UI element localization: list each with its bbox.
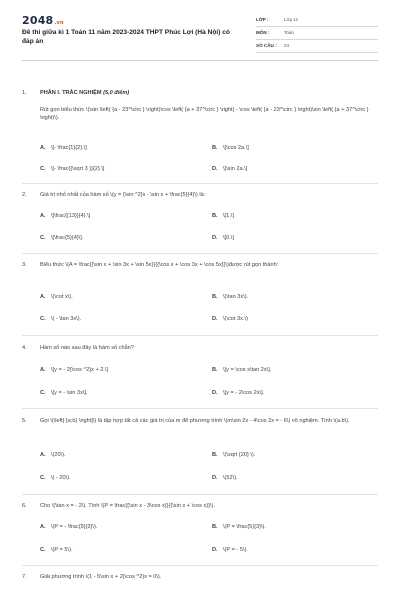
question-text: Gọi \(\left[ {a;b} \right]\) là tập hợp tất cả các giá trị của m để phương trình \(m\sin 2x - 4\cos 2x = - 6\) vô nghiệm. Tính \(a.b\). bbox=[40, 418, 350, 424]
option-letter: C. bbox=[40, 475, 46, 481]
question-number: 3. bbox=[22, 262, 27, 268]
option-text: \(\cot x\). bbox=[51, 294, 73, 300]
question-6 bbox=[22, 503, 378, 515]
info-row-count bbox=[256, 40, 378, 53]
option-letter: D. bbox=[212, 235, 218, 241]
question-1-option-b[interactable] bbox=[212, 145, 249, 153]
exam-info-table bbox=[256, 14, 378, 53]
question-number: 7. bbox=[22, 574, 27, 580]
question-number: 5. bbox=[22, 418, 27, 424]
question-7 bbox=[22, 574, 378, 586]
section-number: 1. bbox=[22, 90, 27, 96]
option-text: \(20\). bbox=[51, 452, 66, 458]
option-text: \[1.\] bbox=[223, 213, 234, 219]
logo-suffix: .vn bbox=[54, 20, 64, 26]
exam-title: Đề thi giữa kì 1 Toán 11 năm 2023-2024 THPT Phúc Lợi (Hà Nội) có đáp án bbox=[22, 29, 230, 45]
option-text: \( - \tan 3x\). bbox=[51, 316, 82, 322]
option-letter: B. bbox=[212, 452, 218, 458]
info-row-subject bbox=[256, 27, 378, 40]
question-6-option-a[interactable] bbox=[40, 524, 97, 532]
site-logo[interactable] bbox=[22, 14, 64, 29]
option-letter: A. bbox=[40, 213, 46, 219]
option-letter: B. bbox=[212, 213, 218, 219]
option-letter: B. bbox=[212, 294, 218, 300]
question-text: Giá trị nhỏ nhất của hàm số \(y = {\sin ^2}x - \sin x + \frac{5}{4}\) là: bbox=[40, 192, 206, 198]
option-text: \[\frac{5}{4}\]. bbox=[51, 235, 84, 241]
option-text: \(P = 5\). bbox=[51, 547, 73, 553]
question-3 bbox=[22, 262, 378, 284]
option-letter: A. bbox=[40, 294, 46, 300]
option-text: \[\frac{{13}}{4}.\] bbox=[51, 213, 91, 219]
option-letter: C. bbox=[40, 316, 46, 322]
option-letter: B. bbox=[212, 367, 218, 373]
question-text: Cho \(\tan x = - 2\). Tính \(P = \frac{{\sin x - 3\cos x}}{{\sin x + \cos x}}\). bbox=[40, 503, 215, 509]
option-text: \(P = - \frac{5}{3}\). bbox=[51, 524, 98, 530]
question-3-option-c[interactable] bbox=[40, 316, 81, 324]
option-letter: B. bbox=[212, 524, 218, 530]
question-2-option-a[interactable] bbox=[40, 213, 90, 221]
option-text: \[y = - 2{\cos ^2}x + 2.\] bbox=[51, 367, 109, 373]
question-text: Biểu thức \(A = \frac{{\sin x + \sin 3x + \sin 5x}}{{\cos x + \cos 3x + \cos 5x}}\)được rút gọn thành: bbox=[40, 262, 279, 268]
question-separator bbox=[22, 335, 378, 336]
option-letter: D. bbox=[212, 390, 218, 396]
option-letter: A. bbox=[40, 452, 46, 458]
option-text: \[y = - 2\cos 2x\]. bbox=[223, 390, 265, 396]
option-text: \[y = - \sin 3x\]. bbox=[51, 390, 88, 396]
info-label: MÔN : bbox=[256, 29, 270, 35]
option-text: \(\tan 3x\). bbox=[223, 294, 249, 300]
question-4-option-b[interactable] bbox=[212, 367, 271, 375]
question-4 bbox=[22, 345, 378, 357]
question-5-option-c[interactable] bbox=[40, 475, 71, 483]
option-text: \(52\). bbox=[223, 475, 238, 481]
option-text: \[0.\] bbox=[223, 235, 234, 241]
option-letter: D. bbox=[212, 166, 218, 172]
option-text: \[- \frac{1}{2}.\] bbox=[51, 145, 87, 151]
question-text: Rút gọn biểu thức \(\sin \left( {a - 23^\circ } \right)\cos \left( {a + 37^\circ } \right) - \cos \left( {a - 23^\circ } \right)\sin \left( {a + 37^\circ } \right)\). bbox=[40, 107, 369, 121]
option-letter: C. bbox=[40, 547, 46, 553]
question-3-option-b[interactable] bbox=[212, 294, 248, 302]
option-letter: A. bbox=[40, 367, 46, 373]
option-text: \( - 20\). bbox=[51, 475, 71, 481]
info-row-class bbox=[256, 14, 378, 27]
option-letter: B. bbox=[212, 145, 218, 151]
info-label: LỚP : bbox=[256, 16, 269, 22]
option-text: \(\cot 3x.\) bbox=[223, 316, 248, 322]
question-separator bbox=[22, 408, 378, 409]
question-number: 6. bbox=[22, 503, 27, 509]
option-letter: C. bbox=[40, 390, 46, 396]
question-separator bbox=[22, 183, 378, 184]
option-text: \[- \frac{{\sqrt 3 }}{2}.\] bbox=[51, 166, 105, 172]
question-5-option-d[interactable] bbox=[212, 475, 238, 483]
question-number: 2. bbox=[22, 192, 27, 198]
question-6-option-b[interactable] bbox=[212, 524, 266, 532]
info-label: SỐ CÂU : bbox=[256, 42, 277, 48]
question-1-option-a[interactable] bbox=[40, 145, 87, 153]
section-points: (5,0 điểm) bbox=[103, 90, 130, 96]
question-5 bbox=[22, 418, 378, 440]
option-letter: D. bbox=[212, 547, 218, 553]
question-5-option-b[interactable] bbox=[212, 452, 255, 460]
question-4-option-a[interactable] bbox=[40, 367, 108, 375]
section-title: PHẦN I. TRẮC NGHIỆM bbox=[40, 90, 102, 96]
question-4-option-c[interactable] bbox=[40, 390, 88, 398]
option-text: \[y = \cos x\tan 2x\]. bbox=[223, 367, 272, 373]
exam-header bbox=[0, 0, 400, 58]
option-text: \[\sin 2a.\] bbox=[223, 166, 248, 172]
option-letter: A. bbox=[40, 145, 46, 151]
question-6-option-c[interactable] bbox=[40, 547, 73, 555]
question-2-option-b[interactable] bbox=[212, 213, 234, 221]
question-3-option-a[interactable] bbox=[40, 294, 73, 302]
question-number: 4. bbox=[22, 345, 27, 351]
logo-main: 2048 bbox=[22, 14, 54, 27]
header-divider bbox=[22, 60, 378, 61]
info-value: Lớp 11 bbox=[284, 16, 299, 22]
section-heading bbox=[40, 90, 378, 98]
question-separator bbox=[22, 253, 378, 254]
question-text: Giải phương trình \(1 - 5\sin x + 2{\cos ^2}x = 0\). bbox=[40, 574, 162, 580]
question-3-option-d[interactable] bbox=[212, 316, 248, 324]
question-2 bbox=[22, 192, 378, 204]
question-4-option-d[interactable] bbox=[212, 390, 264, 398]
info-value: Toán bbox=[284, 29, 294, 35]
option-letter: D. bbox=[212, 316, 218, 322]
option-letter: C. bbox=[40, 235, 46, 241]
info-value: 24 bbox=[284, 42, 290, 48]
question-text: Hàm số nào sau đây là hàm số chẵn? bbox=[40, 345, 134, 351]
option-letter: D. bbox=[212, 475, 218, 481]
question-6-option-d[interactable] bbox=[212, 547, 248, 555]
option-text: \(P = \frac{5}{3}\). bbox=[223, 524, 266, 530]
option-text: \[\cos 2a.\] bbox=[223, 145, 249, 151]
question-separator bbox=[22, 494, 378, 495]
question-separator bbox=[22, 565, 378, 566]
question-2-option-c[interactable] bbox=[40, 235, 83, 243]
option-text: \(\sqrt {20} \). bbox=[223, 452, 256, 458]
option-text: \(P = - 5\). bbox=[223, 547, 248, 553]
question-1-option-d[interactable] bbox=[212, 166, 247, 174]
option-letter: C. bbox=[40, 166, 46, 172]
option-letter: A. bbox=[40, 524, 46, 530]
question-5-option-a[interactable] bbox=[40, 452, 66, 460]
question-1-option-c[interactable] bbox=[40, 166, 105, 174]
question-2-option-d[interactable] bbox=[212, 235, 234, 243]
